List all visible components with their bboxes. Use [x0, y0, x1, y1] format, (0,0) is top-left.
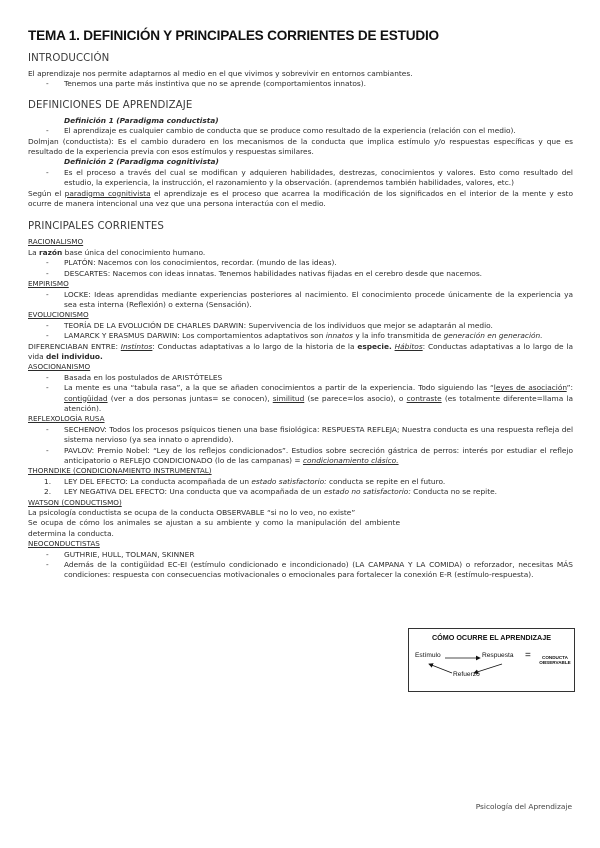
refuerzo-label: Refuerzo: [453, 671, 480, 678]
text-run: (ver a dos personas juntas= se conocen),: [107, 393, 273, 403]
text-run: Instintos: [120, 341, 153, 351]
learning-diagram: [408, 628, 575, 692]
estimulo-label: Estímulo: [415, 652, 441, 659]
text-run: contigüidad: [64, 393, 108, 403]
list-item: - DESCARTES: Nacemos con ideas innatas. Tenemos habilidades nativas fijadas en el cerebro desde que nacemos.: [28, 269, 573, 279]
paradigma-link-text: paradigma cognitivista: [64, 188, 151, 198]
racionalismo-paragraph: [28, 248, 573, 258]
diagram-title: CÓMO OCURRE EL APRENDIZAJE: [431, 633, 551, 642]
watson-paragraph-1: La psicología conductista se ocupa de la conducta OBSERVABLE “si no lo veo, no existe”: [28, 508, 356, 518]
reflexologia-heading: REFLEXOLOGÍA RUSA: [28, 414, 105, 424]
text-run: estado no satisfactorio:: [323, 487, 411, 497]
definition-1-list: [28, 126, 573, 136]
intro-heading: INTRODUCCIÓN: [28, 53, 110, 64]
list-number: 1.: [44, 476, 52, 486]
list-item: - PLATÓN: Nacemos con los conocimientos, recordar. (mundo de las ideas).: [28, 258, 573, 268]
list-item: - Tenemos una parte más instintiva que no se aprende (comportamientos innatos).: [28, 79, 573, 89]
text-run: conducta se repite en el futuro.: [326, 476, 446, 486]
list-item: - Basada en los postulados de ARISTÓTELES: [28, 373, 573, 383]
watson-paragraph-2: Se ocupa de cómo los animales se ajustan a su ambiente y como la manipulación del ambiente determina la conducta.: [28, 518, 400, 538]
text-run: contraste: [406, 393, 442, 403]
list-item: [28, 331, 573, 341]
razon-text: razón: [39, 247, 63, 257]
page-footer: Psicología del Aprendizaje: [475, 802, 572, 811]
list-item: - TEORÍA DE LA EVOLUCIÓN DE CHARLES DARWIN: Supervivencia de los individuos que mejor se adaptarán al medio.: [28, 321, 573, 331]
neoconductistas-heading: NEOCONDUCTISTAS: [28, 539, 100, 549]
evolucionismo-heading: EVOLUCIONISMO: [28, 310, 89, 320]
text-run: innatos: [325, 331, 353, 341]
definition-2-list: [28, 168, 573, 189]
document-page: [28, 28, 573, 581]
corrientes-heading: PRINCIPALES CORRIENTES: [28, 221, 164, 233]
list-item: - Es el proceso a través del cual se modifican y adquieren habilidades, destrezas, conocimientos y valores. Esto como resultado del estudio, la experiencia, la instrucción, el razonamiento y la observación. (aprendemos también habilidades, valores, etc.): [28, 168, 573, 189]
text-run: CONDUCTA: [542, 655, 568, 660]
cognitivista-paragraph: [28, 189, 573, 210]
diferenciaban-paragraph: [28, 342, 573, 363]
text-run: condicionamiento clásico.: [302, 456, 399, 465]
text-run: del individuo.: [46, 351, 103, 361]
list-item: [28, 487, 573, 497]
list-item: - SECHENOV: Todos los procesos psíquicos tienen una base fisiológica: RESPUESTA REFLEJA; Nuestra conducta es una respuesta refleja del sistema nervioso (ya sea innato o aprendido).: [28, 425, 573, 446]
text-run: generación en generación.: [443, 331, 543, 341]
text-run: base única del conocimiento humano.: [62, 247, 206, 257]
thorndike-list: [28, 477, 573, 498]
text-run: OBSERVABLE: [539, 660, 571, 666]
definitions-heading: DEFINICIONES DE APRENDIZAJE: [28, 99, 193, 111]
text-run: Hábitos: [394, 341, 423, 351]
intro-paragraph: El aprendizaje nos permite adaptarnos al medio en el que vivimos y sobrevivir en entornos cambiantes.: [28, 69, 413, 78]
text-run: similitud: [272, 393, 305, 403]
text-run: y la info transmitida de: [352, 331, 444, 341]
racionalismo-heading: RACIONALISMO: [28, 237, 84, 247]
list-item: - GUTHRIE, HULL, TOLMAN, SKINNER: [28, 550, 573, 560]
dolmjan-paragraph: Dolmjan (conductista): Es el cambio duradero en los mecanismos de la conducta que implica estímulo y/o respuestas específicas y que es resultado de la experiencia previa con esos estímulos y respuestas similares.: [28, 136, 573, 157]
asociacionismo-list: [28, 373, 573, 415]
text-run: : Conductas adaptativas a lo largo de la historia de la: [152, 341, 358, 351]
list-item: [28, 446, 573, 467]
evolucionismo-list: [28, 321, 573, 342]
text-run: LEY DEL EFECTO: La conducta acompañada de un: [64, 476, 252, 486]
text-run: Conducta no se repite.: [410, 487, 498, 497]
text-run: (es totalmente diferente=llama la atención).: [64, 393, 573, 413]
thorndike-heading: THORNDIKE (CONDICIONAMIENTO INSTRUMENTAL): [28, 466, 212, 476]
text-run: : Conductas adaptativas a lo largo de la vida: [28, 341, 573, 361]
arrow-refuerzo-estimulo: [429, 664, 452, 673]
page-title: TEMA 1. DEFINICIÓN Y PRINCIPALES CORRIENTES DE ESTUDIO: [28, 28, 439, 43]
text-run: el aprendizaje es el proceso que acarrea la modificación de los significados en el interior de la mente y esto ocurre de manera intencional una vez que una persona interactúa con el medio.: [28, 188, 573, 209]
definition-2-title: Definición 2 (Paradigma cognitivista): [64, 157, 219, 167]
list-item: [28, 477, 573, 487]
text-run: La mente es una “tabula rasa”, a la que se añaden conocimientos a partir de la experiencia. Todo siguiendo las “: [64, 383, 494, 393]
respuesta-label: Respuesta: [482, 652, 514, 659]
text-run: especie.: [357, 341, 392, 351]
watson-heading: WATSON (CONDUCTISMO): [28, 497, 122, 507]
reflexologia-list: [28, 425, 573, 467]
racionalismo-list: [28, 258, 573, 279]
text-run: LEY NEGATIVA DEL EFECTO: Una conducta que va acompañada de un: [64, 487, 324, 497]
text-run: Según el: [28, 188, 65, 198]
list-item: - El aprendizaje es cualquier cambio de conducta que se produce como resultado de la experiencia (relación con el medio).: [28, 126, 573, 136]
asociacionismo-heading: ASOCIONANISMO: [28, 362, 91, 372]
definition-1-title: Definición 1 (Paradigma conductista): [64, 115, 219, 125]
list-item: - Además de la contigüidad EC-EI (estímulo condicionado e incondicionado) (LA CAMPANA Y LA COMIDA) o reforzador, necesitas MÁS condiciones: respuesta con consecuencias motivacionales o emocionales para fortalecer la conexión E-R (estímulo-respuesta).: [28, 560, 573, 581]
text-run: (se parece=los asocio), o: [304, 393, 407, 403]
text-run: ”:: [566, 383, 573, 393]
list-number: 2.: [44, 487, 52, 497]
text-run: leyes de asociación: [493, 383, 567, 393]
list-item: [28, 383, 573, 414]
text-run: DIFERENCIABAN ENTRE:: [28, 341, 121, 351]
empirismo-list: [28, 290, 573, 311]
text-run: LAMARCK Y ERASMUS DARWIN: Los comportamientos adaptativos son: [64, 331, 326, 341]
text-run: PAVLOV: Premio Nobel: “Ley de los reflejos condicionados”. Estudios sobre secreción gástrica de perros: interés por estudiar el reflejo anticipatorio o REFLEJO CONDICIONADO (lo de las campanas) =: [64, 445, 573, 465]
empirismo-heading: EMPIRISMO: [28, 279, 69, 289]
equals-sign: =: [525, 650, 531, 661]
list-item: - LOCKE: Ideas aprendidas mediante experiencias posteriores al nacimiento. El conocimiento procede únicamente de la experiencia ya sea esta interna (Reflexión) o externa (Sensación).: [28, 290, 573, 311]
intro-list: [28, 79, 573, 89]
text-run: estado satisfactorio:: [251, 476, 327, 486]
text-run: La: [28, 247, 39, 257]
conducta-observable-label: [537, 655, 573, 666]
neoconductistas-list: [28, 550, 573, 581]
